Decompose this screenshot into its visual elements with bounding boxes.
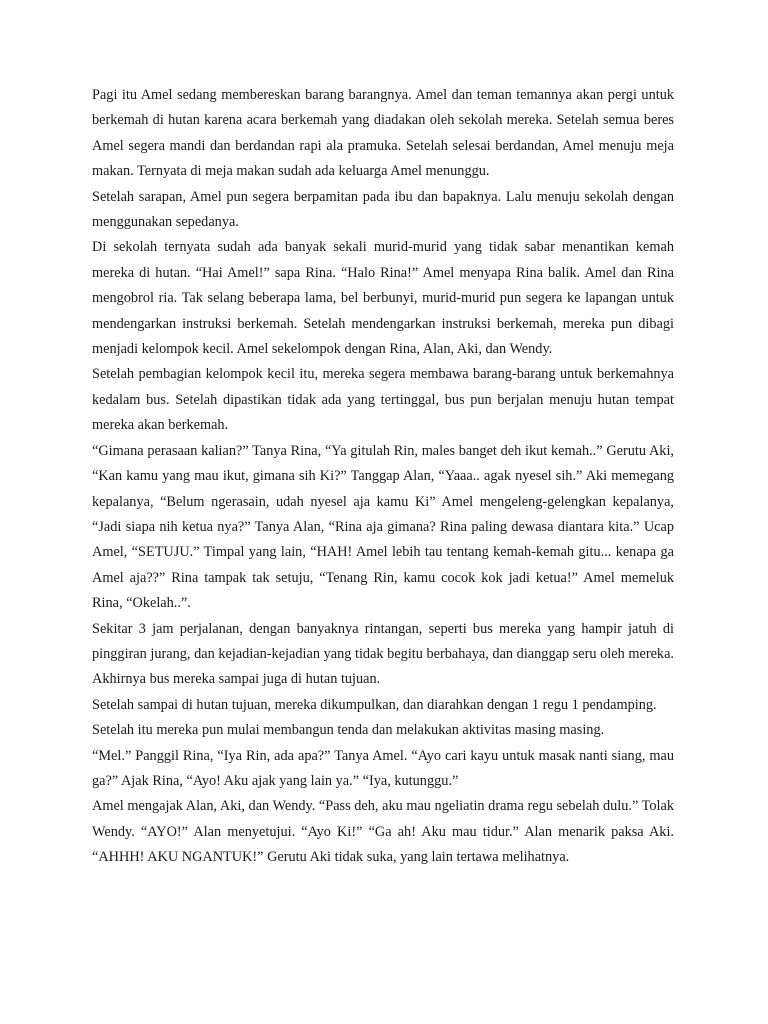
paragraph-10: Amel mengajak Alan, Aki, dan Wendy. “Pass deh, aku mau ngeliatin drama regu sebelah dulu.” Tolak Wendy. “AYO!” Alan menyetujui. “Ayo Ki!” “Ga ah! Aku mau tidur.” Alan menarik paksa Aki. “AHHH! AKU NGANTUK!” Gerutu Aki tidak suka, yang lain tertawa melihatnya. [92, 798, 674, 866]
paragraph-5: “Gimana perasaan kalian?” Tanya Rina, “Ya gitulah Rin, males banget deh ikut kemah..” Gerutu Aki, “Kan kamu yang mau ikut, gimana sih Ki?” Tanggap Alan, “Yaaa.. agak nyesel sih.” Aki memegang kepalanya, “Belum ngerasain, udah nyesel aja kamu Ki” Amel mengeleng-gelengkan kepalanya, “Jadi siapa nih ketua nya?” Tanya Alan, “Rina aja gimana? Rina paling dewasa diantara kita.” Ucap Amel, “SETUJU.” Timpal yang lain, “HAH! Amel lebih tau tentang kemah-kemah gitu... kenapa ga Amel aja??” Rina tampak tak setuju, “Tenang Rin, kamu cocok kok jadi ketua!” Amel memeluk Rina, “Okelah..”. [92, 442, 674, 612]
paragraph-9: “Mel.” Panggil Rina, “Iya Rin, ada apa?” Tanya Amel. “Ayo cari kayu untuk masak nanti siang, mau ga?” Ajak Rina, “Ayo! Aku ajak yang lain ya.” “Iya, kutunggu.” [92, 747, 674, 789]
paragraph-3: Di sekolah ternyata sudah ada banyak sekali murid-murid yang tidak sabar menantikan kemah mereka di hutan. “Hai Amel!” sapa Rina. “Halo Rina!” Amel menyapa Rina balik. Amel dan Rina mengobrol ria. Tak selang beberapa lama, bel berbunyi, murid-murid pun segera ke lapangan untuk mendengarkan instruksi berkemah. Setelah mendengarkan instruksi berkemah, mereka pun dibagi menjadi kelompok kecil. Amel sekelompok dengan Rina, Alan, Aki, dan Wendy. [92, 239, 674, 358]
story-text [92, 83, 674, 871]
paragraph-7: Setelah sampai di hutan tujuan, mereka dikumpulkan, dan diarahkan dengan 1 regu 1 pendamping. [92, 696, 657, 713]
paragraph-4: Setelah pembagian kelompok kecil itu, mereka segera membawa barang-barang untuk berkemahnya kedalam bus. Setelah dipastikan tidak ada yang tertinggal, bus pun berjalan menuju hutan tempat mereka akan berkemah. [92, 366, 674, 434]
paragraph-6: Sekitar 3 jam perjalanan, dengan banyaknya rintangan, seperti bus mereka yang hampir jatuh di pinggiran jurang, dan kejadian-kejadian yang tidak begitu berbahaya, dan dianggap seru oleh mereka. Akhirnya bus mereka sampai juga di hutan tujuan. [92, 620, 674, 688]
paragraph-8: Setelah itu mereka pun mulai membangun tenda dan melakukan aktivitas masing masing. [92, 722, 605, 739]
paragraph-2: Setelah sarapan, Amel pun segera berpamitan pada ibu dan bapaknya. Lalu menuju sekolah dengan menggunakan sepedanya. [92, 188, 674, 231]
paragraph-1: Pagi itu Amel sedang membereskan barang barangnya. Amel dan teman temannya akan pergi untuk berkemah di hutan karena acara berkemah yang diadakan oleh sekolah mereka. Setelah semua beres Amel segera mandi dan berdandan rapi ala pramuka. Setelah selesai berdandan, Amel menuju meja makan. Ternyata di meja makan sudah ada keluarga Amel menunggu. [92, 87, 674, 180]
